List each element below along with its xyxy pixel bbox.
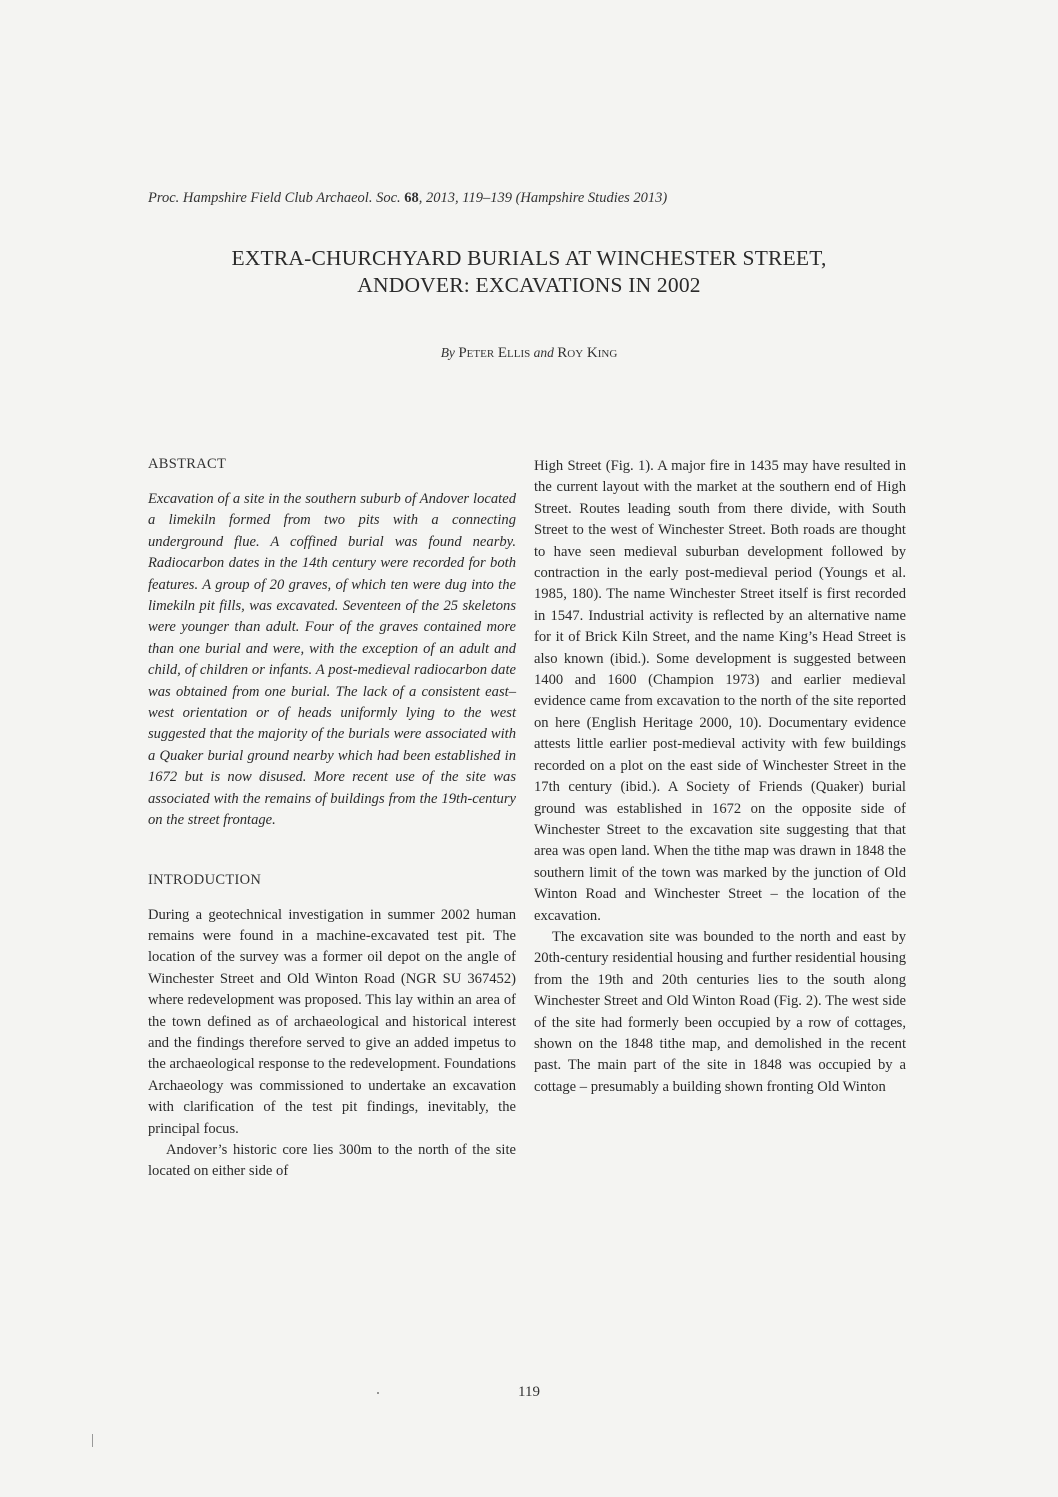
citation-details: , 2013, 119–139 (Hampshire Studies 2013): [418, 190, 668, 206]
introduction-heading: INTRODUCTION: [148, 871, 262, 888]
journal-volume: 68: [404, 190, 419, 206]
byline-and: and: [533, 345, 554, 360]
byline-by: By: [440, 345, 455, 360]
author-1: Peter Ellis: [458, 345, 531, 361]
introduction-paragraph-1: During a geotechnical investigation in summer 2002 human remains were found in a machine-excavated test pit. The location of the survey was a former oil depot on the angle of Winchester Street and Old Winton Road (NGR SU 367452) where redevelopment was proposed. This lay within an area of the town defined as of archaeological and historical interest and the findings therefore served to give an added impetus to the archaeological response to the redevelopment. Foundations Archaeology was commissioned to undertake an excavation with clarification of the test pit findings, inevitably, the principal focus.: [148, 906, 516, 1137]
author-2: Roy King: [557, 345, 618, 361]
introduction-paragraph-2: Andover’s historic core lies 300m to the north of the site located on either side of: [148, 1141, 516, 1180]
abstract-text: Excavation of a site in the southern suburb of Andover located a limekiln formed from two pits with a connecting underground flue. A coffined burial was found nearby. Radiocarbon dates in the 14th century were recorded for both features. A group of 20 graves, of which ten were dug into the limekiln pit fills, was excavated. Seventeen of the 25 skeletons were younger than adult. Four of the graves contained more than one burial and were, with the exception of an adult and child, of children or infants. A post-medieval radiocarbon date was obtained from one burial. The lack of a consistent east–west orientation or of heads uniformly lying to the west suggested that the majority of the burials were associated with a Quaker burial ground nearby which had been established in 1672 but is now disused. More recent use of the site was associated with the remains of buildings from the 19th-century on the street frontage.: [148, 491, 516, 829]
left-column: [148, 456, 516, 1183]
journal-citation: [148, 190, 928, 207]
right-paragraph-1: High Street (Fig. 1). A major fire in 1435 may have resulted in the current layout with the market at the southern end of High Street. Routes leading south from there divide, with South Street to the west of Winchester Street. Both roads are thought to have seen medieval suburban development followed by contraction in the early post-medieval period (Youngs et al. 1985, 180). The name Winchester Street itself is first recorded in 1547. Industrial activity is reflected by an alternative name for it of Brick Kiln Street, and the name King’s Head Street is also known (ibid.). Some development is suggested between 1400 and 1600 (Champion 1973) and earlier medieval evidence came from excavation to the north of the site reported on here (English Heritage 2000, 10). Documentary evidence attests little earlier post-medieval activity with few buildings recorded on a plot on the east side of Winchester Street in the 17th century (ibid.). A Society of Friends (Quaker) burial ground was established in 1672 on the opposite side of Winchester Street to the excavation site suggesting that that area was open land. When the tithe map was drawn in 1848 the southern limit of the town was marked by the junction of Old Winton Road and Winchester Street – the location of the excavation.: [534, 458, 906, 924]
journal-name: Proc. Hampshire Field Club Archaeol. Soc.: [148, 190, 401, 206]
title-line-2: ANDOVER: EXCAVATIONS IN 2002: [357, 273, 701, 297]
byline: [100, 345, 958, 362]
title-line-1: EXTRA-CHURCHYARD BURIALS AT WINCHESTER STREET,: [231, 246, 827, 270]
right-column: [534, 456, 906, 1098]
scan-mark: [92, 1434, 93, 1447]
right-paragraph-2: The excavation site was bounded to the north and east by 20th-century residential housing and further residential housing from the 19th and 20th centuries lies to the south along Winchester Street and Old Winton Road (Fig. 2). The west side of the site had formerly been occupied by a row of cottages, shown on the 1848 tithe map, and demolished in the recent past. The main part of the site in 1848 was occupied by a cottage – presumably a building shown fronting Old Winton: [534, 928, 906, 1095]
page-number: 119: [518, 1384, 540, 1400]
abstract-heading: ABSTRACT: [148, 456, 227, 472]
paper-title: [100, 245, 958, 299]
